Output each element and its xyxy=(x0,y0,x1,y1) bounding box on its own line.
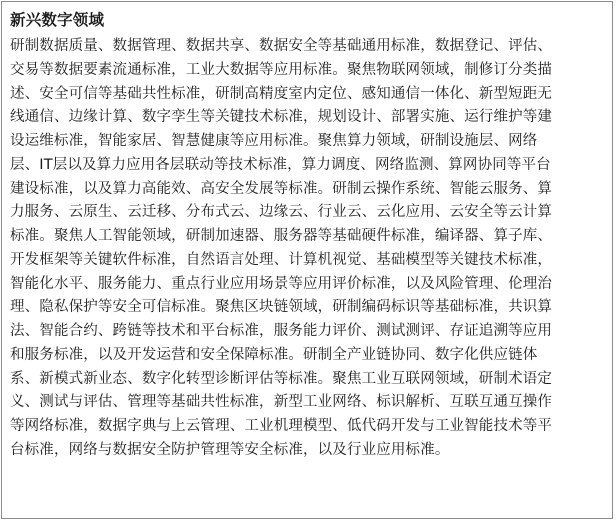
body-line: 述、安全可信等基础共性标准，研制高精度室内定位、感知通信一体化、新型短距无 xyxy=(10,85,553,102)
body-line: 标准。聚焦人工智能领域，研制加速器、服务器等基础硬件标准，编译器、算子库、 xyxy=(10,228,553,244)
body-line: 线通信、边缘计算、数字孪生等关键技术标准，规划设计、部署实施、运行维护等建 xyxy=(10,109,553,126)
body-line: 台标准，网络与数据安全防护管理等安全标准，以及行业应用标准。 xyxy=(10,441,450,458)
body-line: 开发框架等关键软件标准，自然语言处理、计算机视觉、基础模型等关键技术标准， xyxy=(10,251,553,268)
body-line: 智能化水平、服务能力、重点行业应用场景等应用评价标准，以及风险管理、伦理治 xyxy=(10,275,553,292)
body-line: 义、测试与评估、管理等基础共性标准，新型工业网络、标识解析、互联互通互操作 xyxy=(10,394,553,411)
body-line: 和服务标准，以及开发运营和安全保障标准。研制全产业链协同、数字化供应链体 xyxy=(10,346,538,363)
section-body xyxy=(10,35,610,463)
body-line: 设运维标准，智能家居、智慧健康等应用标准。聚焦算力领域，研制设施层、网络 xyxy=(10,133,538,149)
body-line: 理、隐私保护等安全可信标准。聚焦区块链领域，研制编码标识等基础标准，共识算 xyxy=(10,299,553,316)
body-line: 法、智能合约、跨链等技术和平台标准，服务能力评价、测试测评、存证追溯等应用 xyxy=(10,323,553,339)
document-panel xyxy=(1,1,613,519)
body-line: 研制数据质量、数据管理、数据共享、数据安全等基础通用标准，数据登记、评估、 xyxy=(10,38,553,54)
body-line: 力服务、云原生、云迁移、分布式云、边缘云、行业云、云化应用、云安全等云计算 xyxy=(10,204,553,221)
body-line: 交易等数据要素流通标准，工业大数据等应用标准。聚焦物联网领域，制修订分类描 xyxy=(10,61,553,78)
body-line: 系、新模式新业态、数字化转型诊断评估等标准。聚焦工业互联网领域，研制术语定 xyxy=(10,370,553,387)
section-heading: 新兴数字领域 xyxy=(10,11,105,29)
body-line: 层、IT层以及算力应用各层联动等技术标准，算力调度、网络监测、算网协同等平台 xyxy=(10,156,551,173)
body-line: 等网络标准，数据字典与上云管理、工业机理模型、低代码开发与工业智能技术等平 xyxy=(10,418,553,434)
body-line: 建设标准，以及算力高能效、高安全发展等标准。研制云操作系统、智能云服务、算 xyxy=(10,180,553,197)
